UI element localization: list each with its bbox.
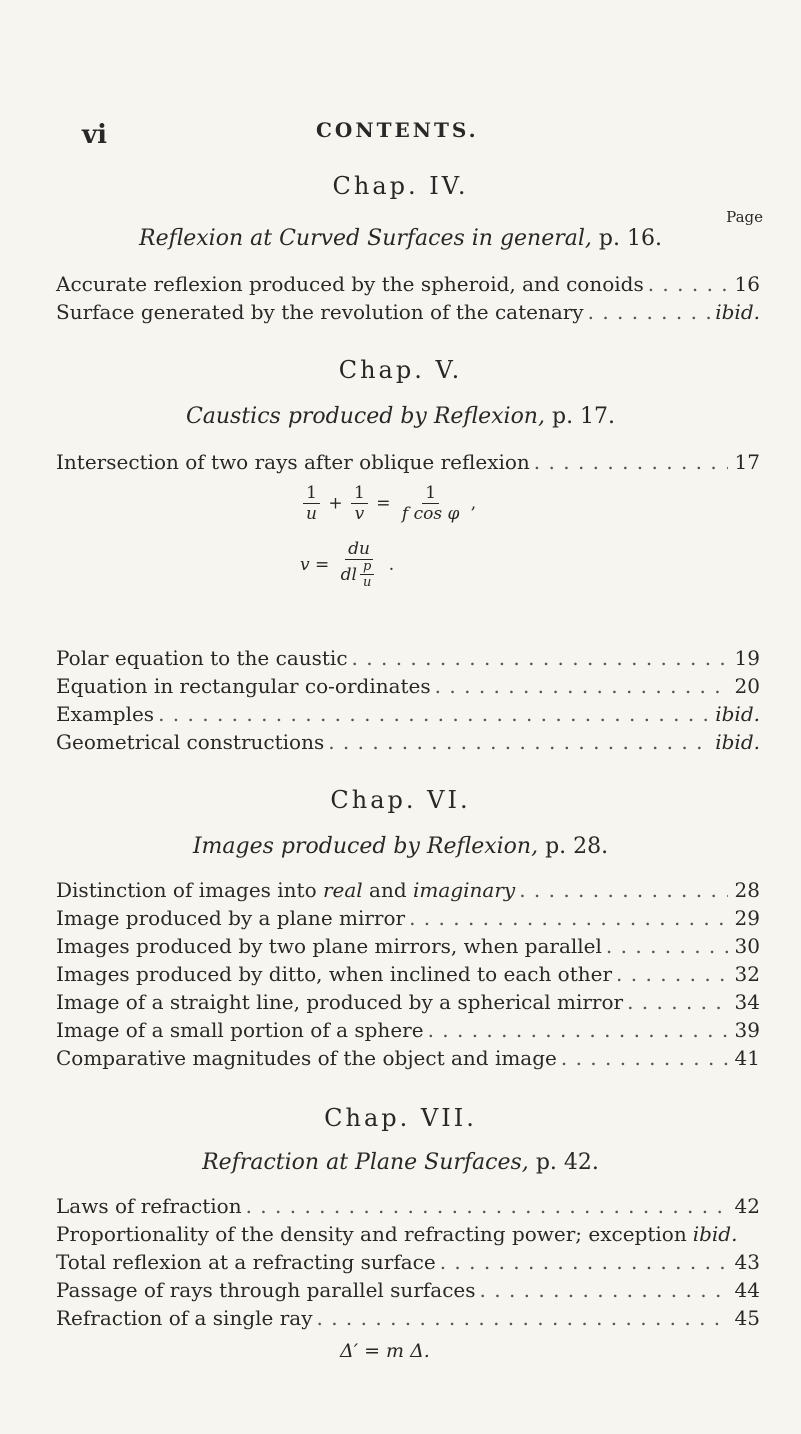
leader-dots bbox=[648, 272, 728, 296]
entry-page: 39 bbox=[734, 1018, 760, 1042]
leader-dots bbox=[317, 1306, 729, 1330]
formula-tail: , bbox=[470, 493, 477, 514]
leader-dots bbox=[480, 1278, 728, 1302]
formula-lhs: v = bbox=[300, 554, 330, 575]
entry-text: Equation in rectangular co-ordinates bbox=[56, 674, 431, 698]
leader-dots bbox=[588, 300, 712, 324]
entry-text bbox=[56, 878, 515, 902]
chapter-title-v: Chap. V. bbox=[338, 356, 463, 384]
toc-entry bbox=[56, 702, 760, 726]
leader-dots bbox=[328, 730, 711, 754]
toc-entry bbox=[56, 450, 760, 474]
entry-text: Accurate reflexion produced by the spheroid, and conoids bbox=[56, 272, 644, 296]
toc-entry bbox=[56, 934, 760, 958]
subtitle-page: p. 42. bbox=[535, 1150, 599, 1175]
entry-page: 32 bbox=[734, 962, 760, 986]
leader-dots bbox=[519, 878, 728, 902]
leader-dots bbox=[616, 962, 728, 986]
page-number: vi bbox=[82, 120, 107, 150]
toc-entry bbox=[56, 1222, 760, 1246]
toc-entry bbox=[56, 1046, 760, 1070]
frac-den: u bbox=[306, 503, 317, 524]
subtitle-text: Images produced by Reflexion, bbox=[192, 834, 539, 859]
leader-dots bbox=[534, 450, 728, 474]
entry-text-real: real bbox=[322, 878, 363, 902]
leader-dots bbox=[435, 674, 728, 698]
entry-page: ibid. bbox=[715, 730, 760, 754]
entry-text: Laws of refraction bbox=[56, 1194, 242, 1218]
entry-text: Surface generated by the revolution of the catenary bbox=[56, 300, 584, 324]
toc-entry bbox=[56, 1250, 760, 1274]
entry-page: 44 bbox=[734, 1278, 760, 1302]
toc-entry bbox=[56, 1018, 760, 1042]
frac-den: f cos φ bbox=[401, 503, 460, 524]
entry-text: Image of a straight line, produced by a spherical mirror bbox=[56, 990, 624, 1014]
running-head: CONTENTS. bbox=[316, 118, 479, 142]
entry-text: Intersection of two rays after oblique reflexion bbox=[56, 450, 530, 474]
entry-page: 20 bbox=[734, 674, 760, 698]
frac-den bbox=[338, 560, 381, 591]
toc-entry bbox=[56, 646, 760, 670]
entry-page: ibid. bbox=[715, 702, 760, 726]
den-sub: u bbox=[363, 574, 372, 590]
subtitle-page: p. 16. bbox=[598, 226, 662, 251]
entry-page: 17 bbox=[734, 450, 760, 474]
entry-text: Total reflexion at a refracting surface bbox=[56, 1250, 436, 1274]
chapter-title-vii: Chap. VII. bbox=[324, 1104, 477, 1132]
leader-dots bbox=[158, 702, 711, 726]
leader-dots bbox=[440, 1250, 728, 1274]
subtitle-text: Reflexion at Curved Surfaces in general, bbox=[139, 226, 592, 251]
toc-entry bbox=[56, 962, 760, 986]
chapter-title-iv: Chap. IV. bbox=[332, 172, 469, 200]
toc-entry bbox=[56, 300, 760, 324]
subtitle-text: Caustics produced by Reflexion, bbox=[185, 404, 545, 429]
leader-dots bbox=[428, 1018, 728, 1042]
subtitle-page: p. 17. bbox=[551, 404, 616, 429]
entry-text-pre: Distinction of images into bbox=[56, 878, 323, 902]
toc-entry bbox=[56, 272, 760, 296]
chapter-title-vi: Chap. VI. bbox=[330, 786, 471, 814]
entry-text: Passage of rays through parallel surfaces bbox=[56, 1278, 476, 1302]
toc-entry bbox=[56, 906, 760, 930]
entry-text-mid: and bbox=[362, 878, 414, 902]
entry-text: Examples bbox=[56, 702, 155, 726]
subtitle-text: Refraction at Plane Surfaces, bbox=[202, 1150, 529, 1175]
entry-page: 30 bbox=[734, 934, 760, 958]
formula-caustic-v bbox=[300, 540, 394, 591]
den-a: dl bbox=[340, 564, 357, 585]
subtitle-page: p. 28. bbox=[545, 834, 609, 859]
entry-text: Refraction of a single ray bbox=[56, 1306, 313, 1330]
entry-text: Image produced by a plane mirror bbox=[56, 906, 406, 930]
leader-dots bbox=[352, 646, 728, 670]
entry-page: 28 bbox=[734, 878, 760, 902]
entry-page: 29 bbox=[734, 906, 760, 930]
frac-num: 1 bbox=[422, 484, 439, 504]
chapter-subtitle-iv bbox=[0, 226, 801, 251]
entry-page: 45 bbox=[734, 1306, 760, 1330]
frac-den: v bbox=[354, 503, 365, 524]
leader-dots bbox=[627, 990, 728, 1014]
leader-dots bbox=[561, 1046, 728, 1070]
toc-entry bbox=[56, 878, 760, 902]
toc-entry bbox=[56, 1194, 760, 1218]
entry-text: Images produced by ditto, when inclined to each other bbox=[56, 962, 613, 986]
den-sup: p bbox=[360, 560, 374, 575]
entry-page: 42 bbox=[734, 1194, 760, 1218]
frac-num: du bbox=[345, 540, 373, 560]
frac-num: 1 bbox=[351, 484, 368, 504]
entry-text: Geometrical constructions bbox=[56, 730, 325, 754]
toc-entry bbox=[56, 1278, 760, 1302]
entry-text: Proportionality of the density and refracting power; exception bbox=[56, 1222, 687, 1246]
formula-refraction: Δ′ = m Δ. bbox=[340, 1340, 430, 1362]
entry-page: 43 bbox=[734, 1250, 760, 1274]
chapter-subtitle-v bbox=[0, 404, 801, 429]
formula-mirror-equation: $\frac{1}{u}$ + $\frac{1}{v}$ = $\frac{1}{\text{f cos φ}}$ , bbox=[300, 484, 476, 524]
entry-text: Polar equation to the caustic bbox=[56, 646, 348, 670]
frac-num: 1 bbox=[303, 484, 320, 504]
entry-page: ibid. bbox=[715, 300, 760, 324]
leader-dots bbox=[409, 906, 728, 930]
toc-entry bbox=[56, 730, 760, 754]
entry-text: Image of a small portion of a sphere bbox=[56, 1018, 424, 1042]
entry-text: Images produced by two plane mirrors, when parallel bbox=[56, 934, 602, 958]
toc-entry bbox=[56, 990, 760, 1014]
chapter-subtitle-vi bbox=[0, 834, 801, 859]
toc-entry bbox=[56, 1306, 760, 1330]
entry-page: 19 bbox=[734, 646, 760, 670]
entry-page: 41 bbox=[734, 1046, 760, 1070]
entry-text: Comparative magnitudes of the object and image bbox=[56, 1046, 557, 1070]
entry-page: ibid. bbox=[692, 1222, 738, 1246]
entry-page: 16 bbox=[734, 272, 760, 296]
entry-page: 34 bbox=[734, 990, 760, 1014]
page-column-label: Page bbox=[726, 208, 763, 226]
leader-dots bbox=[246, 1194, 728, 1218]
leader-dots bbox=[606, 934, 728, 958]
entry-text-imaginary: imaginary bbox=[413, 878, 516, 902]
toc-entry bbox=[56, 674, 760, 698]
chapter-subtitle-vii bbox=[0, 1150, 801, 1175]
formula-tail: . bbox=[388, 554, 395, 575]
